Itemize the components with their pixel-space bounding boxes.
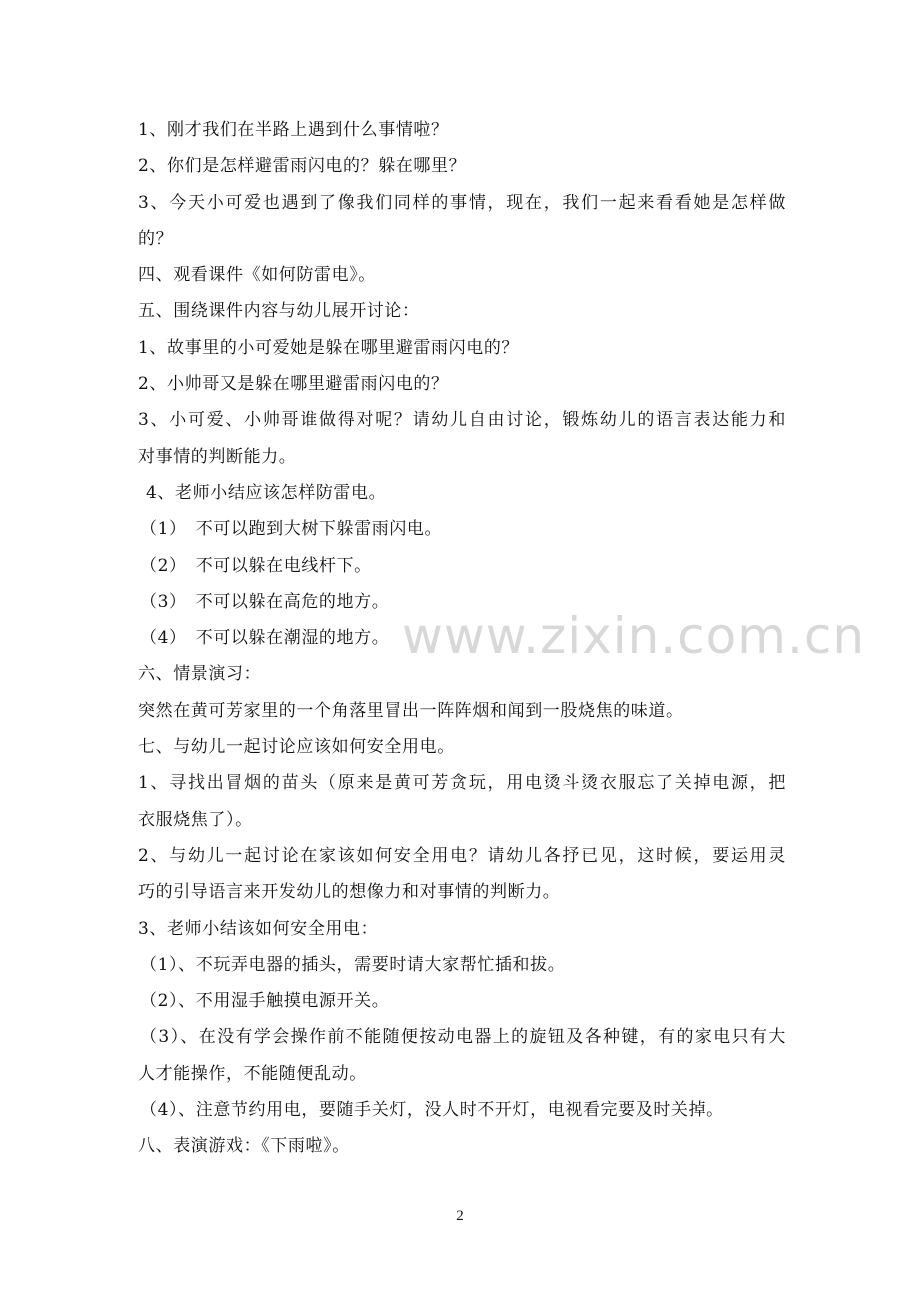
list-item: （4）、注意节约用电，要随手关灯，没人时不开灯，电视看完要及时关掉。 [140, 1100, 724, 1121]
watermark-text: www.zixin.com.cn [402, 607, 866, 665]
text-line: 对事情的判断能力。 [138, 446, 297, 467]
text-line: 1、故事里的小可爱她是躲在哪里避雷雨闪电的？ [138, 337, 520, 358]
section-heading: 七、与幼儿一起讨论应该如何安全用电。 [138, 737, 455, 758]
text-line: 2、与幼儿一起讨论在家该如何安全用电？请幼儿各抒已见，这时候，要运用灵 [138, 845, 786, 866]
list-item: （1）、不玩弄电器的插头，需要时请大家帮忙插和拔。 [140, 954, 566, 975]
text-line: 巧的引导语言来开发幼儿的想像力和对事情的判断力。 [138, 882, 561, 903]
list-item: （1） 不可以跑到大树下躲雷雨闪电。 [140, 519, 443, 540]
text-line: 2、小帅哥又是躲在哪里避雷雨闪电的？ [138, 374, 449, 395]
document-body [138, 112, 786, 1165]
list-item: （2）、不用湿手触摸电源开关。 [140, 991, 390, 1012]
list-item: （3） 不可以躲在高危的地方。 [140, 591, 390, 612]
text-line: 的？ [138, 228, 174, 249]
text-line: 3、小可爱、小帅哥谁做得对呢？请幼儿自由讨论，锻炼幼儿的语言表达能力和 [138, 410, 786, 431]
section-heading: 五、围绕课件内容与幼儿展开讨论： [138, 301, 420, 322]
list-item: （2） 不可以躲在电线杆下。 [140, 555, 372, 576]
text-line: 2、你们是怎样避雷雨闪电的？躲在哪里？ [138, 156, 467, 177]
text-line: 3、老师小结该如何安全用电： [138, 918, 379, 939]
text-line: 衣服烧焦了）。 [138, 809, 253, 830]
text-line: 4、老师小结应该怎样防雷电。 [146, 482, 387, 503]
section-heading: 六、情景演习： [138, 664, 262, 685]
text-line: 人才能操作，不能随便乱动。 [138, 1063, 367, 1084]
text-line: 1、寻找出冒烟的苗头（原来是黄可芳贪玩，用电烫斗烫衣服忘了关掉电源，把 [138, 773, 786, 794]
section-heading: 四、观看课件《如何防雷电》。 [138, 265, 376, 286]
section-heading: 八、表演游戏：《下雨啦》。 [138, 1136, 350, 1157]
text-line: 1、刚才我们在半路上遇到什么事情啦？ [138, 120, 449, 140]
text-line: 3、今天小可爱也遇到了像我们同样的事情，现在，我们一起来看看她是怎样做 [138, 192, 786, 213]
list-item: （3）、在没有学会操作前不能随便按动电器上的旋钮及各种键，有的家电只有大 [140, 1027, 786, 1048]
list-item: （4） 不可以躲在潮湿的地方。 [140, 628, 390, 649]
page-number: 2 [456, 1208, 464, 1224]
text-line: 突然在黄可芳家里的一个角落里冒出一阵阵烟和闻到一股烧焦的味道。 [138, 700, 684, 721]
